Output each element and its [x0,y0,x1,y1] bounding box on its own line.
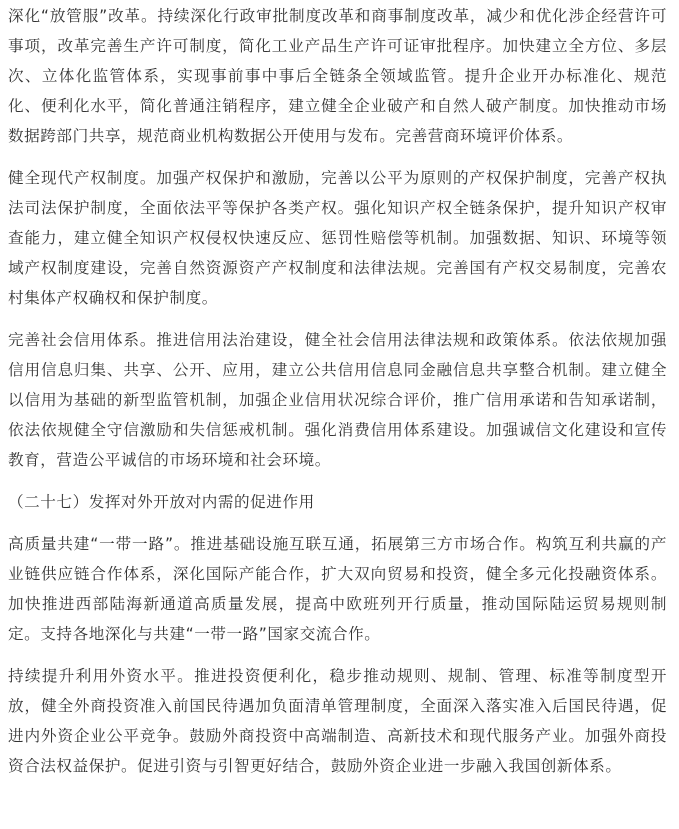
paragraph-streamline-administration: 深化“放管服”改革。持续深化行政审批制度改革和商事制度改革，减少和优化涉企经营许可事项，改革完善生产许可制度，简化工业产品生产许可证审批程序。加快建立全方位、多层次、立体化监管体系，实现事前事中事后全链条全领域监管。提升企业开办标准化、规范化、便利化水平，简化普通注销程序，建立健全企业破产和自然人破产制度。加快推动市场数据跨部门共享，规范商业机构数据公开使用与发布。完善营商环境评价体系。 [8,7,667,145]
paragraph-property-rights: 健全现代产权制度。加强产权保护和激励，完善以公平为原则的产权保护制度，完善产权执法司法保护制度，全面依法平等保护各类产权。强化知识产权全链条保护，提升知识产权审查能力，建立健全知识产权侵权快速反应、惩罚性赔偿等机制。加强数据、知识、环境等领域产权制度建设，完善自然资源资产产权制度和法律法规。完善国有产权交易制度，完善农村集体产权确权和保护制度。 [8,169,667,307]
paragraph-belt-and-road: 高质量共建“一带一路”。推进基础设施互联互通，拓展第三方市场合作。构筑互利共赢的产业链供应链合作体系，深化国际产能合作，扩大双向贸易和投资，健全多元化投融资体系。加快推进西部陆海新通道高质量发展，提高中欧班列开行质量，推动国际陆运贸易规则制定。支持各地深化与共建“一带一路”国家交流合作。 [8,535,667,643]
article-page [0,1,679,829]
section-heading: （二十七）发挥对外开放对内需的促进作用 [8,493,315,511]
paragraph-foreign-investment: 持续提升利用外资水平。推进投资便利化，稳步推动规则、规制、管理、标准等制度型开放，健全外商投资准入前国民待遇加负面清单管理制度，全面深入落实准入后国民待遇，促进内外资企业公平竞争。鼓励外商投资中高端制造、高新技术和现代服务产业。加强外商投资合法权益保护。促进引资与引智更好结合，鼓励外资企业进一步融入我国创新体系。 [8,667,667,775]
paragraph-social-credit: 完善社会信用体系。推进信用法治建设，健全社会信用法律法规和政策体系。依法依规加强信用信息归集、共享、公开、应用，建立公共信用信息同金融信息共享整合机制。建立健全以信用为基础的新型监管机制，加强企业信用状况综合评价，推广信用承诺和告知承诺制，依法依规健全守信激励和失信惩戒机制。强化消费信用体系建设。加强诚信文化建设和宣传教育，营造公平诚信的市场环境和社会环境。 [8,331,667,469]
